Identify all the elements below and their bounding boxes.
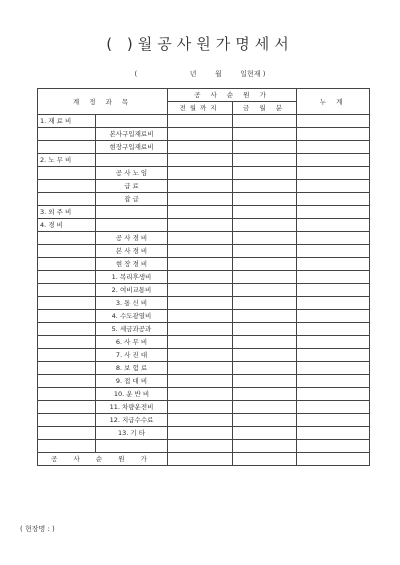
current-cell[interactable] [233, 362, 297, 375]
cumulative-cell[interactable] [297, 141, 370, 154]
table-row [38, 388, 370, 401]
date-open-paren: ( [134, 70, 138, 78]
cumulative-cell[interactable] [297, 310, 370, 323]
prev-cell[interactable] [168, 349, 233, 362]
account-item: 잡 급 [96, 193, 168, 206]
current-cell[interactable] [233, 141, 297, 154]
current-cell[interactable] [233, 297, 297, 310]
account-category [38, 245, 96, 258]
prev-cell[interactable] [168, 336, 233, 349]
prev-cell[interactable] [168, 193, 233, 206]
header-current: 금 월 분 [233, 102, 297, 115]
account-category [38, 440, 96, 453]
current-cell[interactable] [233, 115, 297, 128]
current-cell[interactable] [233, 128, 297, 141]
current-cell[interactable] [233, 180, 297, 193]
account-category [38, 362, 96, 375]
account-item: 11. 차량운전비 [96, 401, 168, 414]
cost-statement-table [37, 88, 370, 466]
account-item: 9. 접 대 비 [96, 375, 168, 388]
table-row [38, 219, 370, 232]
header-account: 계 정 과 목 [38, 89, 168, 115]
account-item: 7. 사 진 대 [96, 349, 168, 362]
table-row [38, 297, 370, 310]
account-item: 5. 세금과공과 [96, 323, 168, 336]
account-item: 6. 사 무 비 [96, 336, 168, 349]
account-category [38, 297, 96, 310]
prev-cell[interactable] [168, 362, 233, 375]
account-category [38, 401, 96, 414]
cumulative-cell[interactable] [297, 284, 370, 297]
prev-cell[interactable] [168, 427, 233, 440]
prev-cell[interactable] [168, 271, 233, 284]
prev-cell[interactable] [168, 219, 233, 232]
prev-cell[interactable] [168, 206, 233, 219]
current-cell[interactable] [233, 310, 297, 323]
table-row [38, 362, 370, 375]
cumulative-cell[interactable] [297, 375, 370, 388]
table-row [38, 206, 370, 219]
current-cell[interactable] [233, 323, 297, 336]
account-category [38, 310, 96, 323]
current-cell[interactable] [233, 414, 297, 427]
account-category [38, 193, 96, 206]
account-item: 12. 지급수수료 [96, 414, 168, 427]
table-row [38, 154, 370, 167]
current-cell[interactable] [233, 349, 297, 362]
account-item: 공 사 경 비 [96, 232, 168, 245]
as-of-date [0, 69, 400, 79]
account-item: 10. 운 반 비 [96, 388, 168, 401]
account-category [38, 271, 96, 284]
cumulative-cell[interactable] [297, 362, 370, 375]
total-cumulative-cell[interactable] [297, 453, 370, 466]
table-row [38, 128, 370, 141]
prev-cell[interactable] [168, 297, 233, 310]
account-item: 4. 수도광열비 [96, 310, 168, 323]
current-cell[interactable] [233, 258, 297, 271]
account-item: 공 사 노 임 [96, 167, 168, 180]
account-item [96, 219, 168, 232]
cumulative-cell[interactable] [297, 414, 370, 427]
table-row [38, 440, 370, 453]
cumulative-cell[interactable] [297, 271, 370, 284]
prev-cell[interactable] [168, 388, 233, 401]
date-month-label: 월 [214, 70, 222, 78]
header-prev: 전월까지 [168, 102, 233, 115]
site-name-field: ( 현장명 : ) [20, 525, 55, 533]
account-item [96, 440, 168, 453]
prev-cell[interactable] [168, 128, 233, 141]
table-row [38, 258, 370, 271]
date-day-label: 일현재 [240, 70, 261, 78]
cumulative-cell[interactable] [297, 297, 370, 310]
account-category [38, 167, 96, 180]
current-cell[interactable] [233, 167, 297, 180]
account-category [38, 336, 96, 349]
header-cumulative: 누 계 [297, 89, 370, 115]
cumulative-cell[interactable] [297, 206, 370, 219]
table-row [38, 284, 370, 297]
total-label: 공 사 순 원 가 [38, 453, 168, 466]
table-row [38, 323, 370, 336]
current-cell[interactable] [233, 154, 297, 167]
cumulative-cell[interactable] [297, 128, 370, 141]
current-cell[interactable] [233, 388, 297, 401]
cumulative-cell[interactable] [297, 219, 370, 232]
current-cell[interactable] [233, 245, 297, 258]
account-category [38, 427, 96, 440]
account-item: 1. 복리후생비 [96, 271, 168, 284]
table-row [38, 245, 370, 258]
cumulative-cell[interactable] [297, 258, 370, 271]
table-row [38, 141, 370, 154]
current-cell[interactable] [233, 206, 297, 219]
account-category [38, 349, 96, 362]
prev-cell[interactable] [168, 180, 233, 193]
account-item: 급 료 [96, 180, 168, 193]
prev-cell[interactable] [168, 167, 233, 180]
date-close-paren: ) [262, 70, 266, 78]
prev-cell[interactable] [168, 232, 233, 245]
current-cell[interactable] [233, 219, 297, 232]
prev-cell[interactable] [168, 115, 233, 128]
account-item: 8. 보 험 료 [96, 362, 168, 375]
cumulative-cell[interactable] [297, 180, 370, 193]
table-row [38, 375, 370, 388]
prev-cell[interactable] [168, 141, 233, 154]
account-item [96, 154, 168, 167]
account-category [38, 284, 96, 297]
account-category: 3. 외 주 비 [38, 206, 96, 219]
account-category: 4. 경 비 [38, 219, 96, 232]
cumulative-cell[interactable] [297, 440, 370, 453]
prev-cell[interactable] [168, 375, 233, 388]
total-prev-cell[interactable] [168, 453, 233, 466]
current-cell[interactable] [233, 427, 297, 440]
account-category [38, 180, 96, 193]
current-cell[interactable] [233, 284, 297, 297]
account-category: 1. 재 료 비 [38, 115, 96, 128]
table-row [38, 232, 370, 245]
table-row [38, 401, 370, 414]
current-cell[interactable] [233, 271, 297, 284]
current-cell[interactable] [233, 440, 297, 453]
header-row [38, 89, 370, 102]
table-row [38, 271, 370, 284]
date-year-label: 년 [189, 70, 197, 78]
account-item: 3. 통 신 비 [96, 297, 168, 310]
header-cost-group: 공 사 순 원 가 [168, 89, 297, 102]
table-row [38, 167, 370, 180]
table-row [38, 115, 370, 128]
prev-cell[interactable] [168, 245, 233, 258]
cumulative-cell[interactable] [297, 388, 370, 401]
cumulative-cell[interactable] [297, 349, 370, 362]
account-item: 현 장 경 비 [96, 258, 168, 271]
account-item: 본사구입재료비 [96, 128, 168, 141]
account-item: 현장구입재료비 [96, 141, 168, 154]
account-item [96, 206, 168, 219]
cumulative-cell[interactable] [297, 323, 370, 336]
table-row [38, 180, 370, 193]
cumulative-cell[interactable] [297, 115, 370, 128]
current-cell[interactable] [233, 193, 297, 206]
account-category [38, 141, 96, 154]
current-cell[interactable] [233, 375, 297, 388]
current-cell[interactable] [233, 232, 297, 245]
account-item: 13. 기 타 [96, 427, 168, 440]
prev-cell[interactable] [168, 258, 233, 271]
prev-cell[interactable] [168, 401, 233, 414]
prev-cell[interactable] [168, 310, 233, 323]
cumulative-cell[interactable] [297, 245, 370, 258]
account-category: 2. 노 무 비 [38, 154, 96, 167]
table-row [38, 310, 370, 323]
total-current-cell[interactable] [233, 453, 297, 466]
account-category [38, 323, 96, 336]
account-category [38, 375, 96, 388]
account-item [96, 115, 168, 128]
prev-cell[interactable] [168, 440, 233, 453]
prev-cell[interactable] [168, 323, 233, 336]
table-row [38, 336, 370, 349]
table-row [38, 349, 370, 362]
table-row [38, 427, 370, 440]
account-category [38, 258, 96, 271]
account-category [38, 388, 96, 401]
prev-cell[interactable] [168, 414, 233, 427]
cumulative-cell[interactable] [297, 401, 370, 414]
account-item: 본 사 경 비 [96, 245, 168, 258]
cumulative-cell[interactable] [297, 193, 370, 206]
table-row [38, 414, 370, 427]
prev-cell[interactable] [168, 284, 233, 297]
document-title: ( )월공사원가명세서 [106, 35, 294, 53]
account-item: 2. 여비교통비 [96, 284, 168, 297]
cumulative-cell[interactable] [297, 336, 370, 349]
cumulative-cell[interactable] [297, 167, 370, 180]
current-cell[interactable] [233, 336, 297, 349]
prev-cell[interactable] [168, 154, 233, 167]
total-row [38, 453, 370, 466]
table-row [38, 193, 370, 206]
cumulative-cell[interactable] [297, 427, 370, 440]
account-category [38, 232, 96, 245]
current-cell[interactable] [233, 401, 297, 414]
cumulative-cell[interactable] [297, 232, 370, 245]
account-category [38, 414, 96, 427]
account-category [38, 128, 96, 141]
cumulative-cell[interactable] [297, 154, 370, 167]
